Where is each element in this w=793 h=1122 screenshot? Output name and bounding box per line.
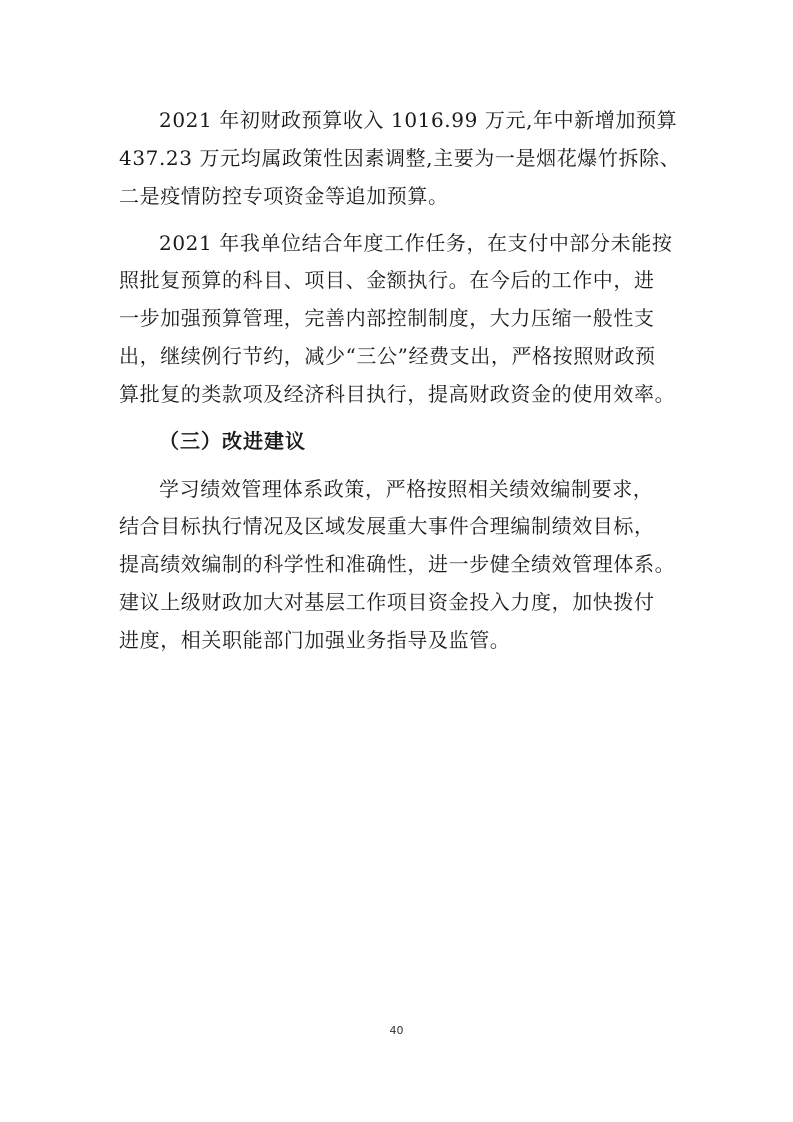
paragraph-3-line-4: 建议上级财政加大对基层工作项目资金投入力度，加快拨付 xyxy=(119,590,655,614)
section-heading: （三）改进建议 xyxy=(159,429,306,453)
paragraph-2-line-4: 出，继续例行节约，减少“三公”经费支出，严格按照财政预 xyxy=(119,344,656,368)
paragraph-3-line-3: 提高绩效编制的科学性和准确性，进一步健全绩效管理体系。 xyxy=(119,552,676,576)
paragraph-3-line-1: 学习绩效管理体系政策，严格按照相关绩效编制要求， xyxy=(159,477,654,501)
paragraph-3-line-5: 进度，相关职能部门加强业务指导及监管。 xyxy=(119,628,511,652)
paragraph-1-line-1: 2021 年初财政预算收入 1016.99 万元,年中新增加预算 xyxy=(159,108,678,132)
paragraph-1-line-3: 二是疫情防控专项资金等追加预算。 xyxy=(119,184,449,208)
paragraph-2-line-3: 一步加强预算管理，完善内部控制制度，大力压缩一般性支 xyxy=(119,306,655,330)
paragraph-2-line-5: 算批复的类款项及经济科目执行，提高财政资金的使用效率。 xyxy=(119,382,676,406)
page-number: 40 xyxy=(389,1024,404,1037)
paragraph-2-line-2: 照批复预算的科目、项目、金额执行。在今后的工作中，进 xyxy=(119,268,655,292)
paragraph-1-line-2: 437.23 万元均属政策性因素调整,主要为一是烟花爆竹拆除、 xyxy=(119,146,681,170)
paragraph-3-line-2: 结合目标执行情况及区域发展重大事件合理编制绩效目标， xyxy=(119,514,655,538)
paragraph-2-line-1: 2021 年我单位结合年度工作任务，在支付中部分未能按 xyxy=(159,231,673,255)
